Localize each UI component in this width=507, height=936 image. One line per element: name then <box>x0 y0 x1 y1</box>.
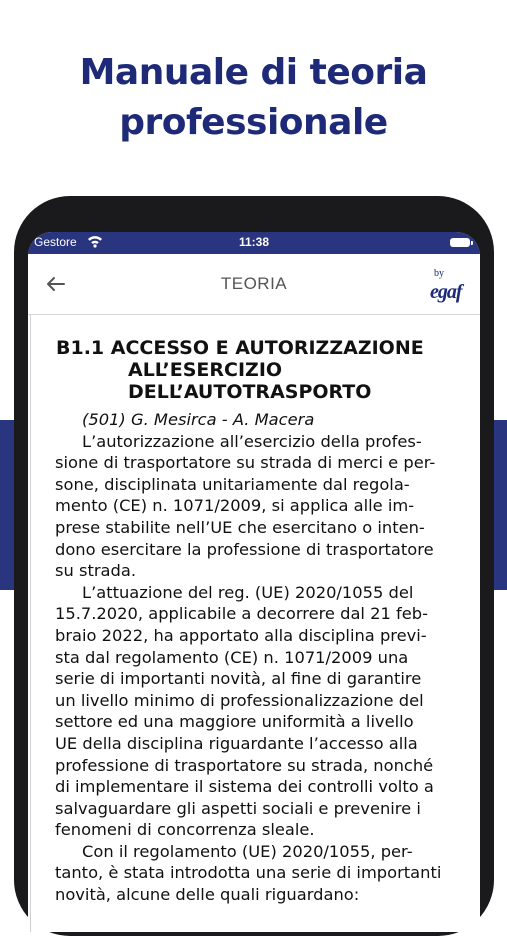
paragraph-line: novità, alcune delle quali riguardano: <box>55 885 360 905</box>
paragraph-line: tanto, è stata introdotta una serie di importanti <box>55 863 442 883</box>
paragraph-line: professione di trasportatore su strada, nonché <box>55 755 434 775</box>
nav-title: TEORIA <box>220 274 288 293</box>
headline-line-2: professionale <box>119 102 388 143</box>
promo-headline <box>0 48 507 148</box>
background-band-right <box>493 420 507 590</box>
logo-by-text: by <box>434 268 444 279</box>
paragraph-line: su strada. <box>55 561 137 581</box>
paragraph-line: braio 2022, ha apportato alla disciplina previ- <box>55 625 427 645</box>
section-title-line-2: ALL’ESERCIZIO <box>128 359 283 381</box>
paragraph-line: dono esercitare la professione di trasportatore <box>55 539 434 559</box>
paragraph-line: 15.7.2020, applicabile a decorrere dal 21 feb- <box>55 604 428 624</box>
egaf-logo <box>428 264 468 304</box>
status-bar <box>28 232 480 254</box>
paragraph-line: sone, disciplinata unitariamente dal regola- <box>55 474 410 494</box>
nav-bar <box>28 254 480 315</box>
carrier-label: Gestore <box>34 235 77 249</box>
status-time: 11:38 <box>238 235 270 249</box>
paragraph-line: fenomeni di concorrenza sleale. <box>55 820 315 840</box>
paragraph-line: L’attuazione del reg. (UE) 2020/1055 del <box>82 582 414 602</box>
document-content[interactable] <box>30 315 480 932</box>
paragraph-line: mento (CE) n. 1071/2009, si applica alle im- <box>55 496 415 516</box>
paragraph-line: salvaguardare gli aspetti sociali e prevenire i <box>55 798 421 818</box>
section-title-line-3: DELL’AUTOTRASPORTO <box>128 381 372 403</box>
logo-name-text: egaf <box>430 281 462 303</box>
headline-line-1: Manuale di teoria <box>79 52 428 93</box>
paragraph-line: UE della disciplina riguardante l’accesso alla <box>55 733 418 753</box>
paragraph-line: sta dal regolamento (CE) n. 1071/2009 una <box>55 647 409 667</box>
paragraph-line: L’autorizzazione all’esercizio della profes- <box>82 431 422 451</box>
document-body <box>55 409 479 906</box>
paragraph-line: prese stabilite nell’UE che esercitano o inten- <box>55 517 425 537</box>
paragraph-line: settore ed una maggiore uniformità a livello <box>55 712 414 732</box>
phone-screen <box>28 232 480 932</box>
paragraph-line: sione di trasportatore su strada di merci e per- <box>55 453 436 473</box>
battery-icon <box>450 238 470 247</box>
section-title-line-1: B1.1 ACCESSO E AUTORIZZAZIONE <box>56 337 424 359</box>
paragraph-line: un livello minimo di professionalizzazione del <box>55 690 424 710</box>
paragraph-line: serie di importanti novità, al fine di garantire <box>55 669 422 689</box>
section-title <box>56 337 476 403</box>
paragraph-line: Con il regolamento (UE) 2020/1055, per- <box>82 841 413 861</box>
paragraph-line: di implementare il sistema dei controlli volto a <box>55 777 434 797</box>
author-line: (501) G. Mesirca - A. Macera <box>82 410 315 429</box>
